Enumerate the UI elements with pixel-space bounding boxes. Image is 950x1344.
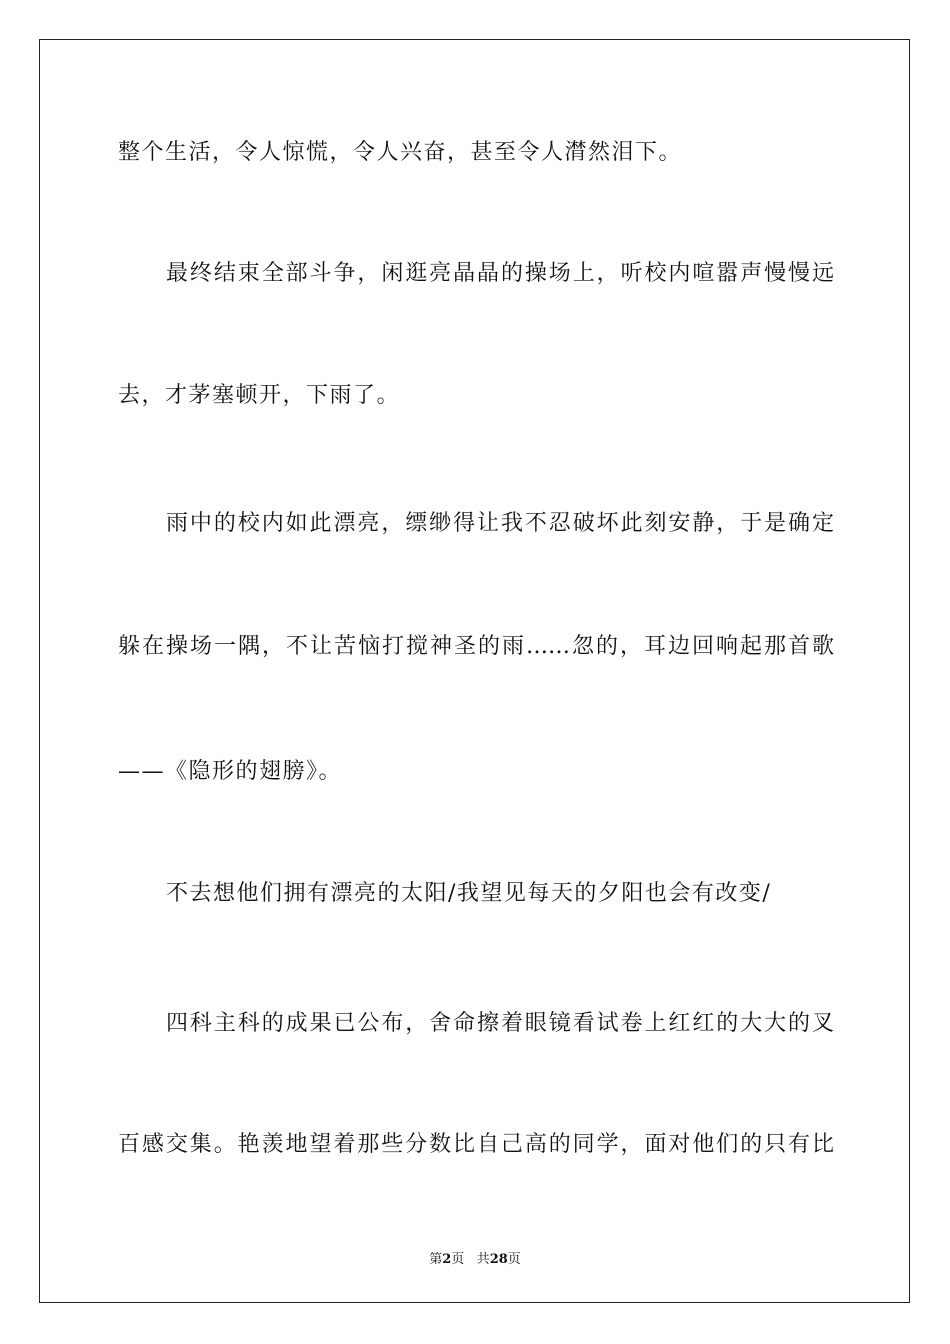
text-line-1: 整个生活，令人惊慌，令人兴奋，甚至令人潸然泪下。 [118,140,683,165]
footer-total-suffix: 页 [507,1252,521,1267]
footer-page-prefix: 第 [429,1252,443,1267]
text-line-4: 雨中的校内如此漂亮，缥缈得让我不忍破坏此刻安静，于是确定 [166,511,834,536]
page-footer [0,1248,950,1267]
footer-total-prefix: 共 [476,1252,490,1267]
text-line-3: 去，才茅塞顿开，下雨了。 [118,383,401,408]
text-line-2: 最终结束全部斗争，闲逛亮晶晶的操场上，听校内喧嚣声慢慢远 [166,261,834,286]
text-line-9: 百感交集。艳羡地望着那些分数比自己高的同学，面对他们的只有比 [118,1132,834,1157]
text-line-6: ——《隐形的翅膀》。 [118,759,343,784]
footer-total-pages: 28 [489,1252,508,1267]
page-border [39,39,910,1303]
text-line-8: 四科主科的成果已公布，舍命擦着眼镜看试卷上红红的大大的叉 [166,1011,834,1036]
text-line-7: 不去想他们拥有漂亮的太阳/我望见每天的夕阳也会有改变/ [166,881,772,906]
footer-page-suffix: 页 [451,1252,465,1267]
text-line-5: 躲在操场一隅，不让苦恼打搅神圣的雨……忽的，耳边回响起那首歌 [118,634,834,659]
footer-page-number: 2 [442,1252,452,1267]
